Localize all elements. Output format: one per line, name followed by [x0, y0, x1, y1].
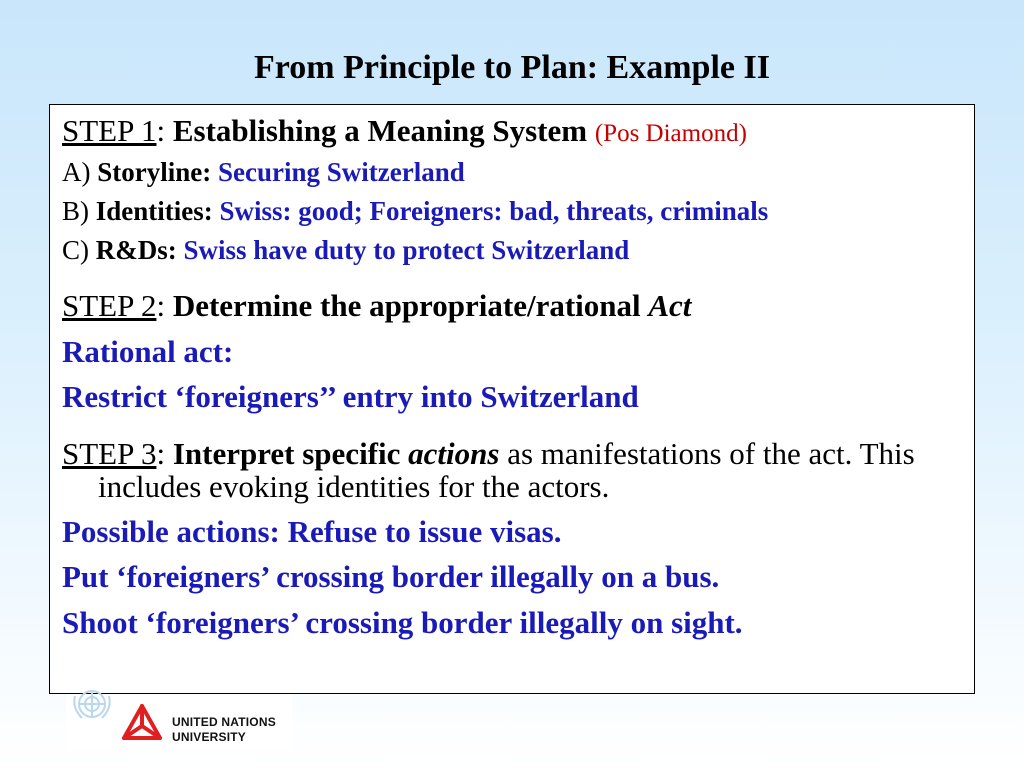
step3-line: Put ‘foreigners’ crossing border illegally on a bus.	[62, 559, 720, 595]
org-name-line1: UNITED NATIONS	[172, 715, 276, 729]
step3-label: STEP 3	[62, 435, 157, 471]
item-key: R&Ds:	[95, 234, 177, 265]
un-emblem-icon	[70, 682, 114, 722]
step3-heading	[62, 437, 964, 504]
step3-heading-rest: as manifestations of the act. This includes evoking identities for the actors.	[98, 435, 915, 505]
step3-heading-text: Interpret specific	[165, 435, 409, 471]
step2-heading	[62, 288, 964, 324]
step1-label: STEP 1	[62, 113, 157, 148]
unu-wordmark	[172, 715, 276, 745]
slide-title: From Principle to Plan: Example II	[254, 49, 770, 86]
item-prefix: B)	[62, 195, 96, 226]
item-prefix: A)	[62, 156, 98, 187]
step1-item-rds	[62, 235, 964, 266]
step1-heading-text: Establishing a Meaning System	[165, 113, 595, 148]
step1-item-storyline	[62, 157, 964, 188]
step1-note: (Pos Diamond)	[594, 120, 747, 147]
item-value: Swiss: good; Foreigners: bad, threats, criminals	[212, 195, 769, 226]
unu-logo-icon	[118, 700, 166, 748]
step2-heading-text: Determine the appropriate/rational	[165, 287, 649, 323]
step3-heading-emphasis: actions	[408, 435, 500, 471]
step3-line: Possible actions: Refuse to issue visas.	[62, 513, 562, 549]
step1-colon: :	[156, 113, 166, 148]
item-prefix: C)	[62, 234, 96, 265]
step3-colon: :	[156, 435, 166, 471]
item-key: Identities:	[95, 195, 213, 226]
org-name-line2: UNIVERSITY	[172, 730, 247, 744]
item-value: Swiss have duty to protect Switzerland	[176, 234, 630, 265]
step2-colon: :	[156, 287, 166, 323]
step3-line: Shoot ‘foreigners’ crossing border illegally on sight.	[62, 605, 743, 641]
item-key: Storyline:	[97, 156, 212, 187]
item-value: Securing Switzerland	[211, 156, 465, 187]
step1-item-identities	[62, 196, 964, 227]
step2-label: STEP 2	[62, 287, 157, 323]
step2-line: Rational act:	[62, 333, 234, 369]
step1-heading	[62, 113, 964, 149]
content-box	[49, 104, 975, 694]
step2-line: Restrict ‘foreigners’’ entry into Switzerland	[62, 379, 639, 415]
step2-heading-emphasis: Act	[648, 287, 692, 323]
